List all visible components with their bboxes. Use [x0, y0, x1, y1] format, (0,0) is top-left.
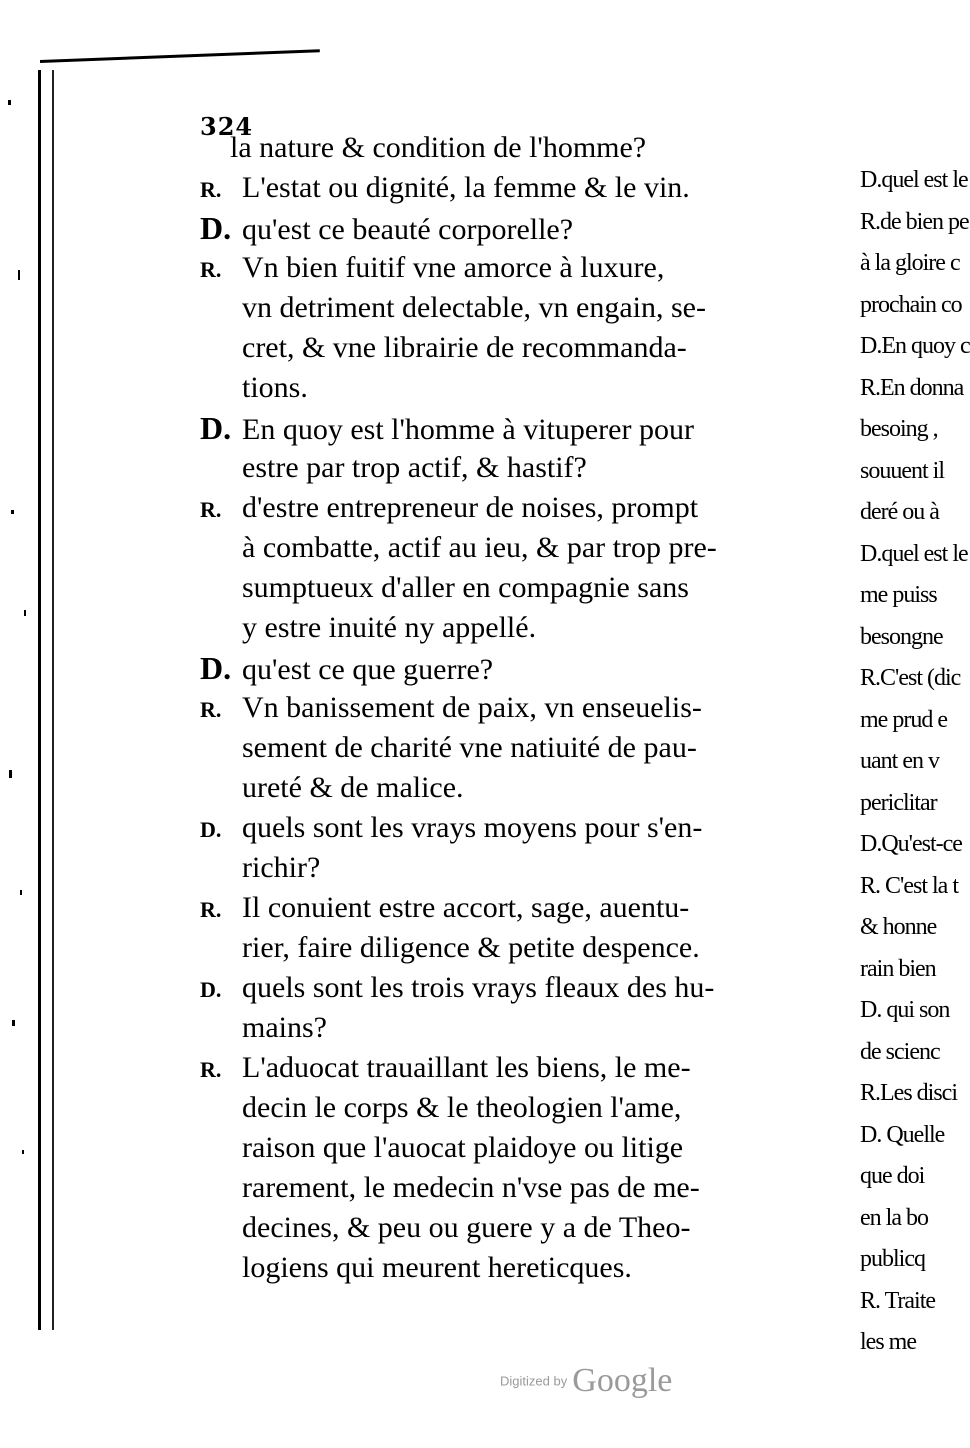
- text-line: [200, 928, 835, 968]
- speaker-marker: R.: [200, 497, 222, 522]
- facing-line: D. qui son: [860, 997, 950, 1023]
- speaker-marker: R.: [200, 697, 222, 722]
- facing-line: R.En donna: [860, 374, 964, 401]
- speaker-marker: R.: [200, 257, 222, 282]
- facing-line: de scienc: [860, 1038, 940, 1065]
- line-text: qu'est ce que guerre?: [242, 653, 494, 686]
- page-top-edge: [40, 49, 320, 63]
- line-text: L'aduocat trauaillant les biens, le me-: [242, 1051, 691, 1084]
- text-line: [200, 768, 835, 808]
- facing-line: besongne: [860, 623, 943, 650]
- facing-line: D. Quelle: [860, 1121, 945, 1148]
- line-text: decines, & peu ou guere y a de Theo-: [242, 1211, 691, 1244]
- text-line: [200, 728, 835, 768]
- facing-line: R.de bien pe: [860, 208, 969, 235]
- digitized-by-watermark: [500, 1362, 700, 1402]
- facing-line: D.En quoy c: [860, 333, 970, 359]
- facing-line: souuent il: [860, 457, 944, 484]
- line-text: vn detriment delectable, vn engain, se-: [242, 291, 706, 324]
- speaker-marker: R.: [200, 897, 222, 922]
- line-text: qu'est ce beauté corporelle?: [242, 213, 574, 246]
- line-text: tions.: [242, 371, 308, 404]
- text-line: [200, 1208, 835, 1248]
- text-line: [200, 368, 835, 408]
- line-text: rarement, le medecin n'vse pas de me-: [242, 1171, 700, 1204]
- facing-line: D.quel est le: [860, 167, 968, 193]
- facing-line: publicq: [860, 1246, 925, 1272]
- digitized-label: Digitized by: [500, 1373, 568, 1389]
- text-line: [200, 128, 835, 168]
- text-line: [200, 528, 835, 568]
- speaker-marker: R.: [200, 1057, 222, 1082]
- scan-speckle-marks: [6, 90, 32, 1290]
- speaker-marker: R.: [200, 177, 222, 202]
- facing-line: rain bien: [860, 955, 936, 982]
- line-text: quels sont les vrays moyens pour s'en-: [242, 811, 703, 844]
- line-text: quels sont les trois vrays fleaux des hu-: [242, 971, 715, 1004]
- facing-line: que doi: [860, 1163, 925, 1189]
- text-line: [200, 448, 835, 488]
- text-line: [200, 1088, 835, 1128]
- text-line: [200, 888, 835, 928]
- line-text: L'estat ou dignité, la femme & le vin.: [242, 171, 690, 204]
- facing-line: R.C'est (dic: [860, 665, 961, 691]
- facing-line: R.Les disci: [860, 1080, 957, 1106]
- line-text: raison que l'auocat plaidoye ou litige: [242, 1131, 684, 1164]
- text-line: [200, 848, 835, 888]
- line-text: sement de charité vne natiuité de pau-: [242, 731, 697, 764]
- text-line: [200, 808, 835, 848]
- line-text: la nature & condition de l'homme?: [230, 131, 647, 164]
- text-line: [200, 648, 835, 688]
- facing-line: R. Traite: [860, 1287, 936, 1314]
- text-line: [200, 568, 835, 608]
- facing-line: D.quel est le: [860, 540, 968, 567]
- text-line: [200, 1168, 835, 1208]
- facing-line: R. C'est la t: [860, 872, 958, 899]
- google-logo: Google: [572, 1362, 673, 1399]
- text-line: [200, 288, 835, 328]
- facing-line: me puiss: [860, 582, 937, 608]
- line-text: decin le corps & le theologien l'ame,: [242, 1091, 682, 1124]
- speaker-marker: D.: [200, 210, 232, 246]
- facing-line: besoing ,: [860, 416, 938, 442]
- text-line: [200, 1248, 835, 1288]
- speaker-marker: D.: [200, 817, 222, 842]
- line-text: y estre inuité ny appellé.: [242, 611, 537, 644]
- facing-line: deré ou à: [860, 499, 939, 525]
- text-line: [200, 328, 835, 368]
- speaker-marker: D.: [200, 650, 232, 686]
- line-text: Il conuient estre accort, sage, auentu-: [242, 891, 690, 924]
- facing-line: & honne: [860, 914, 937, 940]
- text-line: [200, 968, 835, 1008]
- text-line: [200, 168, 835, 208]
- book-spine-edge: [38, 70, 54, 1330]
- line-text: Vn bien fuitif vne amorce à luxure,: [242, 251, 665, 284]
- line-text: logiens qui meurent hereticques.: [242, 1251, 632, 1284]
- facing-line: uant en v: [860, 748, 939, 774]
- facing-line: les me: [860, 1329, 916, 1355]
- speaker-marker: D.: [200, 977, 222, 1002]
- text-line: [200, 408, 835, 448]
- line-text: ureté & de malice.: [242, 771, 464, 804]
- facing-line: D.Qu'est-ce: [860, 831, 962, 857]
- text-line: [200, 608, 835, 648]
- line-text: estre par trop actif, & hastif?: [242, 451, 587, 484]
- text-line: [200, 688, 835, 728]
- line-text: d'estre entrepreneur de noises, prompt: [242, 491, 699, 524]
- line-text: rier, faire diligence & petite despence.: [242, 931, 700, 964]
- facing-line: prochain co: [860, 291, 962, 318]
- line-text: En quoy est l'homme à vituperer pour: [242, 413, 694, 446]
- facing-line: periclitar: [860, 789, 937, 816]
- line-text: Vn banissement de paix, vn enseuelis-: [242, 691, 702, 724]
- line-text: sumptueux d'aller en compagnie sans: [242, 571, 689, 604]
- text-line: [200, 488, 835, 528]
- text-line: [200, 248, 835, 288]
- line-text: richir?: [242, 851, 321, 884]
- line-text: à combatte, actif au ieu, & par trop pre-: [242, 531, 717, 564]
- page-number: 324: [200, 112, 254, 141]
- text-line: [200, 1008, 835, 1048]
- line-text: cret, & vne librairie de recommanda-: [242, 331, 687, 364]
- facing-line: me prud e: [860, 706, 947, 733]
- line-text: mains?: [242, 1011, 327, 1044]
- speaker-marker: D.: [200, 410, 232, 446]
- facing-page-fragment: [860, 160, 970, 1364]
- text-line: [200, 1128, 835, 1168]
- text-line: [200, 208, 835, 248]
- facing-line: en la bo: [860, 1204, 928, 1231]
- main-text: [200, 128, 835, 1288]
- facing-line: à la gloire c: [860, 250, 960, 276]
- text-line: [200, 1048, 835, 1088]
